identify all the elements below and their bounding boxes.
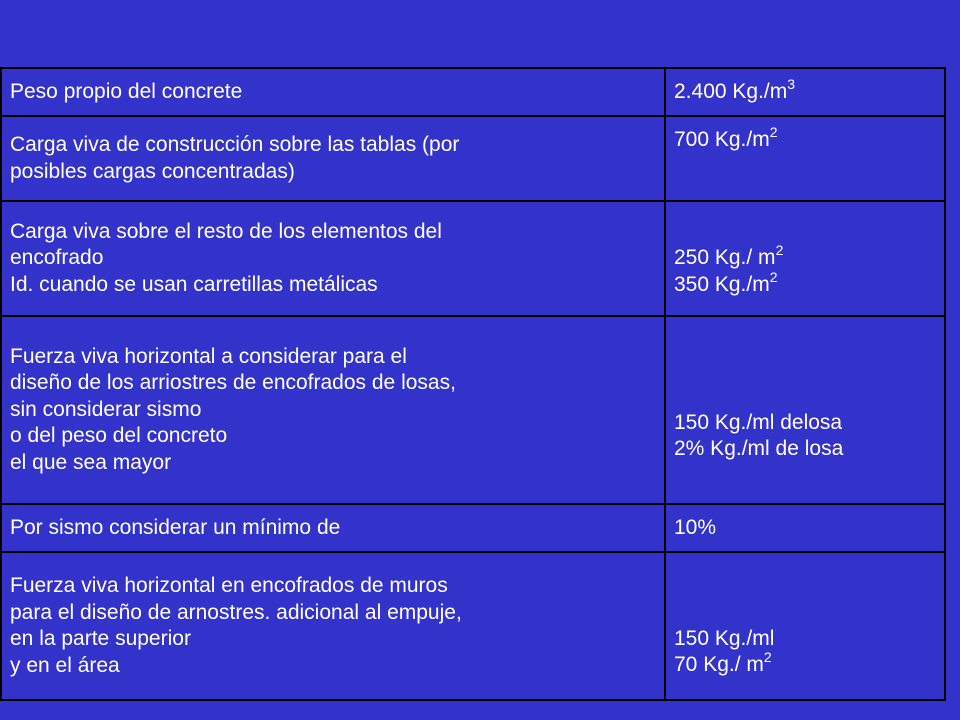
description-line: diseño de los arriostres de encofrados de losas,: [10, 371, 456, 395]
table-row: [1, 316, 945, 504]
table-row: [1, 201, 945, 316]
value-exponent: 2: [769, 124, 778, 140]
value-text: 350 Kg./m: [674, 272, 770, 296]
value-line: [674, 124, 936, 154]
value-exponent: 2: [769, 268, 778, 285]
description-cell: [1, 552, 665, 700]
table-row: [1, 68, 945, 116]
value-text: 70 Kg./ m: [674, 653, 764, 676]
value-cell: [665, 504, 945, 552]
table-row: [1, 116, 945, 201]
value-cell: [665, 116, 945, 201]
description-cell: [1, 116, 665, 201]
description-line: Carga viva de construcción sobre las tablas (por: [10, 133, 460, 156]
value-text: 2.400 Kg./m: [674, 79, 788, 103]
value-cell: [665, 552, 945, 700]
value-cell: [665, 201, 945, 316]
value-exponent: 3: [787, 75, 796, 92]
value-line: [674, 268, 936, 299]
description-cell: [1, 504, 665, 552]
value-line: 10%: [674, 515, 717, 539]
value-line: 2% Kg./ml de losa: [674, 437, 844, 460]
value-text: 250 Kg./ m: [674, 246, 776, 269]
loads-table: [0, 67, 946, 701]
value-stack: [674, 358, 936, 463]
description-line: y en el área: [10, 653, 120, 677]
value-line: [674, 75, 936, 106]
value-line: [674, 649, 936, 679]
value-stack: [674, 219, 936, 298]
description-line: para el diseño de arnostres. adicional al empuje,: [10, 600, 462, 624]
description-cell: [1, 68, 665, 116]
description-line: en la parte superior: [10, 627, 191, 650]
value-exponent: 2: [763, 649, 772, 665]
value-line: 150 Kg./ml delosa: [674, 410, 843, 434]
description-line: Fuerza viva horizontal a considerar para el: [10, 344, 407, 368]
value-cell: [665, 316, 945, 504]
description-line: sin considerar sismo: [10, 397, 202, 421]
value-line: [674, 242, 936, 272]
description-line: Peso propio del concrete: [10, 79, 243, 103]
value-text: 700 Kg./m: [674, 128, 770, 151]
description-line: posibles cargas concentradas): [10, 159, 295, 183]
value-stack: [674, 574, 936, 679]
description-line: encofrado: [10, 246, 104, 270]
description-line: el que sea mayor: [10, 450, 172, 474]
description-line: o del peso del concreto: [10, 424, 228, 448]
description-line: Carga viva sobre el resto de los elementos del: [10, 219, 442, 243]
description-line: Id. cuando se usan carretillas metálicas: [10, 272, 378, 296]
value-line: 150 Kg./ml: [674, 626, 775, 650]
description-cell: [1, 201, 665, 316]
table-row: [1, 552, 945, 700]
description-line: Fuerza viva horizontal en encofrados de muros: [10, 574, 448, 597]
table-row: [1, 504, 945, 552]
description-cell: [1, 316, 665, 504]
description-line: Por sismo considerar un mínimo de: [10, 515, 341, 539]
value-exponent: 2: [775, 242, 784, 258]
value-cell: [665, 68, 945, 116]
